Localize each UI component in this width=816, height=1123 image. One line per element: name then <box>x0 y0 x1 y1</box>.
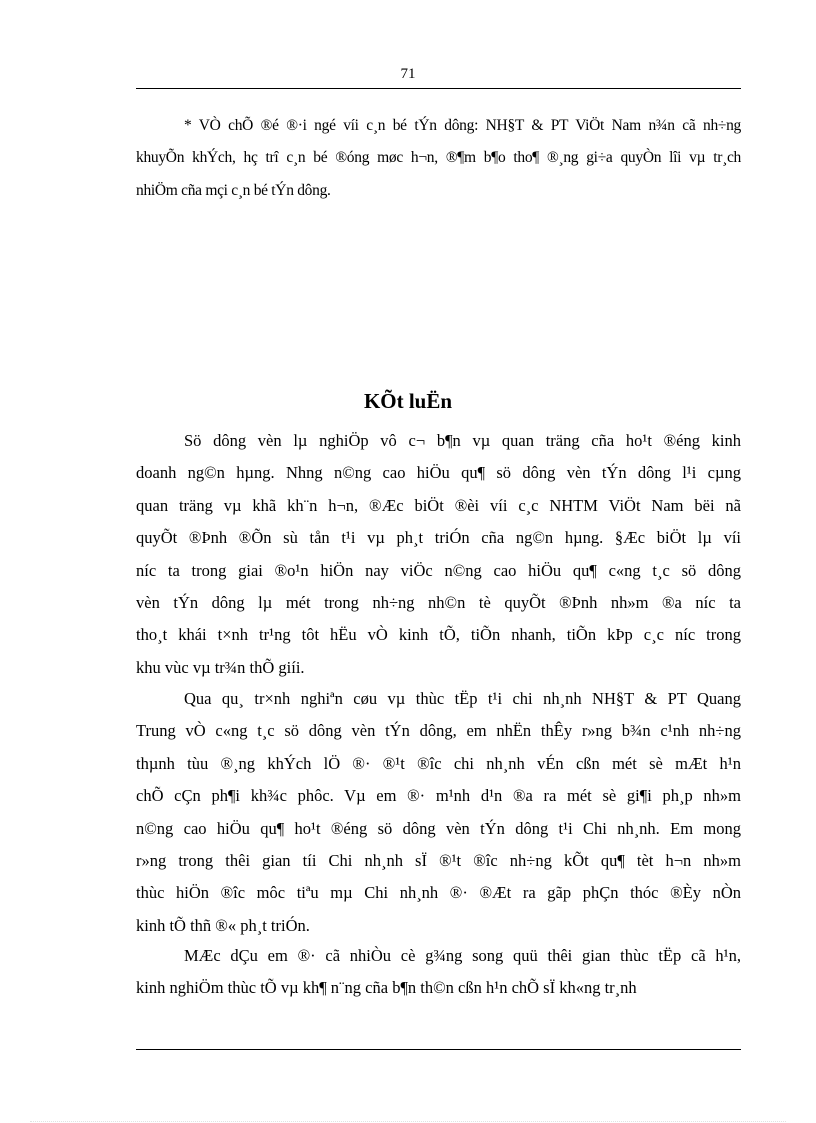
paragraph-line: vèn tÝn dông lµ mét trong nh÷ng nh©n tè quyÕt ®Þnh nh»m ®a níc ta <box>136 593 741 613</box>
paragraph-line: thùc hiÖn ®îc môc tiªu mµ Chi nh¸nh ®· ®Æt ra gãp phÇn thóc ®Èy nÒn <box>136 883 741 903</box>
intro-paragraph <box>136 110 741 207</box>
paragraph-line: quyÕt ®Þnh ®Õn sù tån t¹i vµ ph¸t triÓn cña ng©n hµng. §Æc biÖt lµ víi <box>136 528 741 548</box>
paragraph-line: khu vùc vµ tr¾n thÕ giíi. <box>136 657 305 677</box>
paragraph-line: kinh nghiÖm thùc tÕ vµ kh¶ n¨ng cña b¶n th©n cßn h¹n chÕ sÏ kh«ng tr¸nh <box>136 978 637 998</box>
paragraph-line: n©ng cao hiÖu qu¶ ho¹t ®éng sö dông vèn tÝn dông t¹i Chi nh¸nh. Em mong <box>136 818 741 838</box>
paragraph-line: quan träng vµ khã kh¨n h¬n, ®Æc biÖt ®èi víi c¸c NHTM ViÖt Nam bëi nã <box>136 495 741 515</box>
conclusion-paragraph-3 <box>136 940 741 1005</box>
page-number: 71 <box>400 66 416 82</box>
paragraph-line: tho¸t khái t×nh tr¹ng tôt hËu vÒ kinh tÕ, tiÕn nhanh, tiÕn kÞp c¸c níc trong <box>136 625 741 645</box>
paragraph-line: kinh tÕ thñ ®« ph¸t triÓn. <box>136 915 310 935</box>
page-edge-dots <box>30 1121 786 1122</box>
footer-rule <box>136 1049 741 1050</box>
paragraph-line: nhiÖm cña mçi c¸n bé tÝn dông. <box>136 181 331 199</box>
paragraph-line: r»ng trong thêi gian tíi Chi nh¸nh sÏ ®¹t ®îc nh÷ng kÕt qu¶ tèt h¬n nh»m <box>136 851 741 871</box>
paragraph-line: chÕ cÇn ph¶i kh¾c phôc. Vµ em ®· m¹nh d¹n ®a ra mét sè gi¶i ph¸p nh»m <box>136 786 741 806</box>
paragraph-line: * VÒ chÕ ®é ®·i ngé víi c¸n bé tÝn dông: NH§T & PT ViÖt Nam n¾n cã nh÷ng <box>184 117 741 134</box>
paragraph-line: thµnh tùu ®¸ng khÝch lÖ ®· ®¹t ®îc chi nh¸nh vÉn cßn mét sè mÆt h¹n <box>136 753 741 773</box>
paragraph-line: Sö dông vèn lµ nghiÖp vô c¬ b¶n vµ quan träng cña ho¹t ®éng kinh <box>184 431 741 450</box>
paragraph-line: MÆc dÇu em ®· cã nhiÒu cè g¾ng song quü thêi gian thùc tËp cã h¹n, <box>184 946 741 965</box>
conclusion-paragraph-2 <box>136 683 741 942</box>
paragraph-line: Trung vÒ c«ng t¸c sö dông vèn tÝn dông, em nhËn thÊy r»ng b¾n c¹nh nh÷ng <box>136 721 741 741</box>
paragraph-line: doanh ng©n hµng. Nhng n©ng cao hiÖu qu¶ sö dông vèn tÝn dông l¹i cµng <box>136 463 741 483</box>
paragraph-line: Qua qu¸ tr×nh nghiªn cøu vµ thùc tËp t¹i chi nh¸nh NH§T & PT Quang <box>184 689 741 708</box>
paragraph-line: khuyÕn khÝch, hç trî c¸n bé ®óng møc h¬n, ®¶m b¶o tho¶ ®¸ng gi÷a quyÒn lîi vµ tr¸ch <box>136 149 741 167</box>
header-rule <box>136 88 741 89</box>
conclusion-title: KÕt luËn <box>363 389 453 413</box>
conclusion-paragraph-1 <box>136 425 741 684</box>
paragraph-line: níc ta trong giai ®o¹n hiÖn nay viÖc n©ng cao hiÖu qu¶ c«ng t¸c sö dông <box>136 560 741 580</box>
